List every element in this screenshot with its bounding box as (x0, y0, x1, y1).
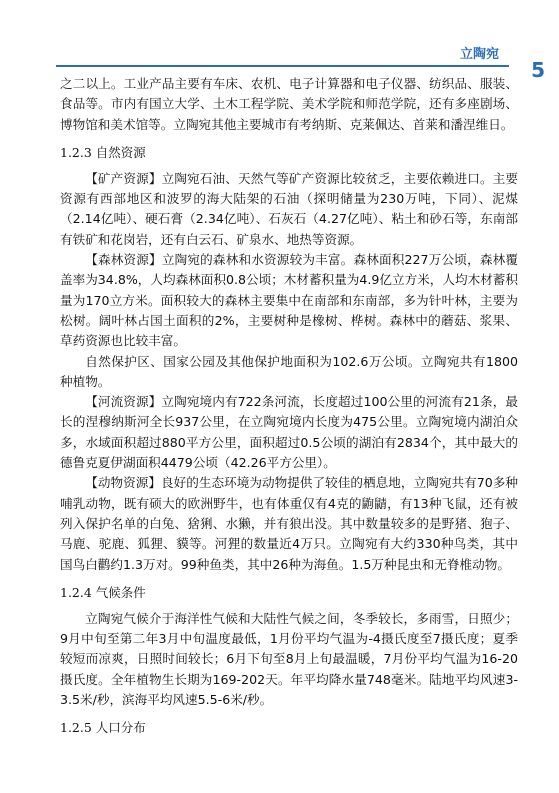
section-heading-population: 1.2.5 人口分布 (60, 720, 146, 736)
paragraph-climate: 立陶宛气候介于海洋性气候和大陆性气候之间，冬季较长，多雨雪，日照少；9月中旬至第二年3月中旬温度最低，1月份平均气温为-4摄氏度至7摄氏度；夏季较短而凉爽，日照时间较长；6月下旬至8月上旬最温暖，7月份平均气温为16-20摄氏度。全年植物生长期为169-202天。年平均降水量748毫米。陆地平均风速3-3.5米/秒，滨海平均风速5.5-6米/秒。 (60, 610, 518, 708)
section-heading-climate: 1.2.4 气候条件 (60, 584, 146, 600)
header-title: 立陶宛 (459, 47, 499, 62)
page-body (60, 74, 518, 744)
paragraph-animal-resources: 【动物资源】良好的生态环境为动物提供了较佳的栖息地，立陶宛共有70多种哺乳动物，既有硕大的欧洲野牛，也有体重仅有4克的鼩鼱，有13种飞鼠，还有被列入保护名单的白兔、猞猁、水獭，并有狼出没。其中数量较多的是野猪、狍子、马鹿、驼鹿、狐狸、貘等。河狸的数量近4万只。立陶宛有大约330种鸟类，其中国鸟白鹳约1.3万对。99种鱼类，其中26种为海鱼。1.5万种昆虫和无脊椎动物。 (60, 475, 518, 572)
paragraph-forest-resources: 【森林资源】立陶宛的森林和水资源较为丰富。森林面积227万公顷，森林覆盖率为34.8%，人均森林面积0.8公顷；木材蓄积量为4.9亿立方米，人均木材蓄积量为170立方米。面积较大的森林主要集中在南部和东南部，多为针叶林，主要为松树。阔叶林占国土面积的2%，主要树种是橡树、桦树。森林中的蘑菇、浆果、草药资源也比较丰富。 (60, 252, 518, 349)
paragraph-river-resources: 【河流资源】立陶宛境内有722条河流，长度超过100公里的河流有21条，最长的涅穆纳斯河全长937公里，在立陶宛境内长度为475公里。立陶宛境内湖泊众多，水域面积超过880平方公里，面积超过0.5公顷的湖泊有2834个，其中最大的德鲁克夏伊湖面积4479公顷（42.26平方公里）。 (60, 394, 518, 471)
paragraph-city-industry: 之二以上。工业产品主要有车床、农机、电子计算器和电子仪器、纺织品、服装、食品等。市内有国立大学、土木工程学院、美术学院和师范学院，还有多座剧场、博物馆和美术馆等。立陶宛其他主要城市有考纳斯、克莱佩达、首莱和潘涅维日。 (60, 76, 518, 132)
page-number: 5 (531, 58, 545, 82)
header-rule (56, 65, 509, 67)
section-heading-natural-resources: 1.2.3 自然资源 (60, 144, 146, 160)
paragraph-protected-areas: 自然保护区、国家公园及其他保护地面积为102.6万公顷。立陶宛共有1800种植物。 (60, 353, 518, 389)
paragraph-mineral-resources: 【矿产资源】立陶宛石油、天然气等矿产资源比较贫乏，主要依赖进口。主要资源有西部地区和波罗的海大陆架的石油（探明储量为230万吨，下同）、泥煤（2.14亿吨）、硬石膏（2.34亿吨）、石灰石（4.27亿吨）、粘土和砂石等，东南部有铁矿和花岗岩，还有白云石、矿泉水、地热等资源。 (60, 170, 518, 247)
